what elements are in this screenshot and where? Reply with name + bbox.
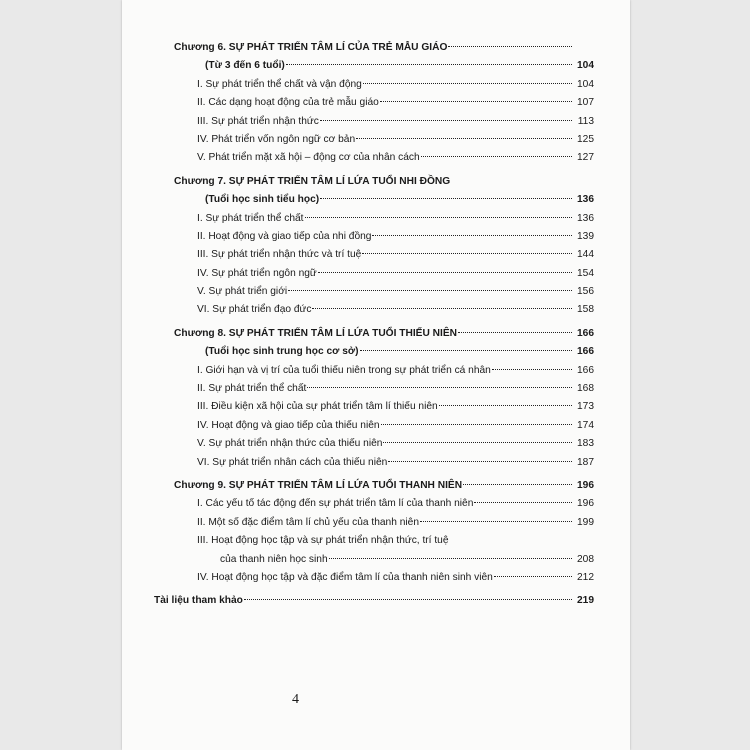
toc-entry-page: 168 [577, 383, 594, 395]
dot-leader [381, 423, 572, 425]
toc-entry [174, 382, 594, 400]
toc-entry [154, 594, 594, 612]
toc-entry-title: của thanh niên học sinh [220, 553, 328, 565]
toc-entry-page: 196 [577, 498, 594, 510]
dot-leader [372, 234, 572, 236]
dot-leader [388, 460, 572, 462]
toc-entry [174, 267, 594, 285]
toc-entry [174, 400, 594, 418]
toc-entry-title: (Tuổi học sinh trung học cơ sở) [205, 346, 359, 358]
toc-entry-page: 104 [577, 78, 594, 90]
toc-entry-title: IV. Sự phát triển ngôn ngữ [197, 267, 317, 279]
toc-entry-page: 208 [577, 553, 594, 565]
dot-leader [244, 598, 572, 600]
toc-entry-page: 174 [577, 419, 594, 431]
toc-entry-page: 139 [577, 230, 594, 242]
toc-entry-page: 125 [577, 133, 594, 145]
toc-entry [174, 437, 594, 455]
toc-entry-page: 156 [577, 286, 594, 298]
toc-entry-title: II. Sự phát triển thể chất [197, 383, 307, 395]
toc-entry-title: VI. Sự phát triển đạo đức [197, 304, 312, 316]
dot-leader [448, 45, 572, 47]
toc-entry [174, 497, 594, 515]
toc-entry [174, 115, 594, 133]
dot-leader [463, 483, 572, 485]
dot-leader [288, 289, 572, 291]
toc-entry [174, 78, 594, 96]
toc-entry-title: III. Hoạt động học tập và sự phát triển nhận thức, trí tuệ [197, 535, 449, 547]
toc-entry-page: 144 [577, 249, 594, 261]
toc-entry-title: Chương 7. SỰ PHÁT TRIỂN TÂM LÍ LỨA TUỔI NHI ĐỒNG [174, 175, 451, 187]
dot-leader [356, 137, 572, 139]
toc-entry-page: 212 [577, 571, 594, 583]
toc-entry-page: 183 [577, 438, 594, 450]
toc-entry-title: Chương 6. SỰ PHÁT TRIỂN TÂM LÍ CỦA TRẺ MẪU GIÁO [174, 42, 448, 53]
toc-entry [174, 364, 594, 382]
toc-entry-title: I. Các yếu tố tác động đến sự phát triển tâm lí của thanh niên [197, 498, 474, 510]
toc-entry-title: II. Các dạng hoạt động của trẻ mẫu giáo [197, 97, 379, 109]
toc-entry [174, 133, 594, 151]
toc-entry-title: I. Sự phát triển thể chất [197, 212, 304, 224]
toc-entry [174, 151, 594, 169]
dot-leader [318, 271, 572, 273]
toc-entry [174, 327, 594, 345]
toc-entry-title: (Từ 3 đến 6 tuổi) [205, 60, 285, 72]
toc-entry [174, 345, 594, 363]
dot-leader [362, 252, 572, 254]
toc-entry-title: IV. Phát triển vốn ngôn ngữ cơ bản [197, 133, 356, 145]
toc-entry [174, 534, 594, 552]
toc-entry-page: 136 [577, 194, 594, 206]
dot-leader [494, 575, 572, 577]
toc-entry-title: I. Giới hạn và vị trí của tuổi thiếu niên trong sự phát triển cá nhân [197, 364, 491, 376]
toc-entry-page: 166 [577, 327, 594, 339]
toc-entry [174, 419, 594, 437]
toc-entry [174, 175, 594, 193]
toc-entry [174, 303, 594, 321]
toc-entry [174, 516, 594, 534]
toc-entry-title: II. Hoạt động và giao tiếp của nhi đồng [197, 230, 372, 242]
toc-entry [174, 96, 594, 114]
dot-leader [420, 520, 572, 522]
dot-leader [439, 404, 572, 406]
toc-entry-page: 113 [577, 115, 594, 127]
toc-entry-page: 219 [577, 595, 594, 607]
dot-leader [383, 441, 572, 443]
toc-entry-title: VI. Sự phát triển nhân cách của thiếu niên [197, 456, 388, 468]
dot-leader [492, 368, 572, 370]
toc-entry-page: 199 [577, 516, 594, 528]
dot-leader [363, 82, 572, 84]
page-number: 4 [292, 692, 299, 707]
toc-entry-title: V. Phát triển mặt xã hội – động cơ của nhân cách [197, 152, 420, 164]
toc-entry-page: 107 [577, 97, 594, 109]
dot-leader [458, 331, 572, 333]
toc-entry-page: 158 [577, 304, 594, 316]
toc-entry [174, 456, 594, 474]
dot-leader [421, 155, 572, 157]
toc-entry-page: 104 [577, 60, 594, 72]
toc-entry [174, 212, 594, 230]
toc-entry-title: I. Sự phát triển thể chất và vận động [197, 78, 362, 90]
toc-entry-title: II. Một số đặc điểm tâm lí chủ yếu của thanh niên [197, 516, 419, 528]
toc-entry [174, 193, 594, 211]
dot-leader [286, 63, 572, 65]
dot-leader [320, 197, 572, 199]
dot-leader [312, 307, 572, 309]
toc-entry-title: III. Sự phát triển nhận thức và trí tuệ [197, 249, 362, 261]
toc-entry-page: 154 [577, 267, 594, 279]
dot-leader [329, 557, 572, 559]
toc-entry-page: 196 [577, 479, 594, 491]
dot-leader [360, 349, 572, 351]
toc-entry [174, 553, 594, 571]
toc-entry-title: Tài liệu tham khảo [154, 595, 243, 607]
toc-entry-title: (Tuổi học sinh tiểu học) [205, 194, 320, 206]
toc-entry-title: Chương 8. SỰ PHÁT TRIỂN TÂM LÍ LỨA TUỔI THIẾU NIÊN [174, 327, 457, 339]
toc-entry [174, 285, 594, 303]
table-of-contents [154, 41, 594, 613]
dot-leader [320, 119, 572, 121]
dot-leader [474, 501, 572, 503]
toc-entry [174, 230, 594, 248]
toc-entry [174, 571, 594, 589]
toc-entry-title: V. Sự phát triển nhận thức của thiếu niên [197, 438, 383, 450]
book-page [122, 0, 630, 750]
toc-entry-title: Chương 9. SỰ PHÁT TRIỂN TÂM LÍ LỨA TUỔI THANH NIÊN [174, 479, 463, 491]
toc-entry [174, 479, 594, 497]
dot-leader [305, 216, 573, 218]
toc-entry [174, 248, 594, 266]
toc-entry-page: 166 [577, 364, 594, 376]
toc-entry-page: 173 [577, 401, 594, 413]
dot-leader [307, 386, 572, 388]
toc-entry-page: 166 [577, 346, 594, 358]
dot-leader [380, 100, 572, 102]
toc-entry [174, 59, 594, 77]
toc-entry [174, 41, 594, 59]
toc-entry-title: III. Điều kiện xã hội của sự phát triển tâm lí thiếu niên [197, 401, 438, 413]
toc-entry-title: IV. Hoạt động học tập và đặc điểm tâm lí của thanh niên sinh viên [197, 571, 493, 583]
toc-entry-page: 127 [577, 152, 594, 164]
toc-entry-page: 187 [577, 456, 594, 468]
toc-entry-title: III. Sự phát triển nhận thức [197, 115, 319, 127]
toc-entry-page: 136 [577, 212, 594, 224]
toc-entry-title: IV. Hoạt động và giao tiếp của thiếu niên [197, 419, 380, 431]
toc-entry-title: V. Sự phát triển giới [197, 286, 288, 298]
